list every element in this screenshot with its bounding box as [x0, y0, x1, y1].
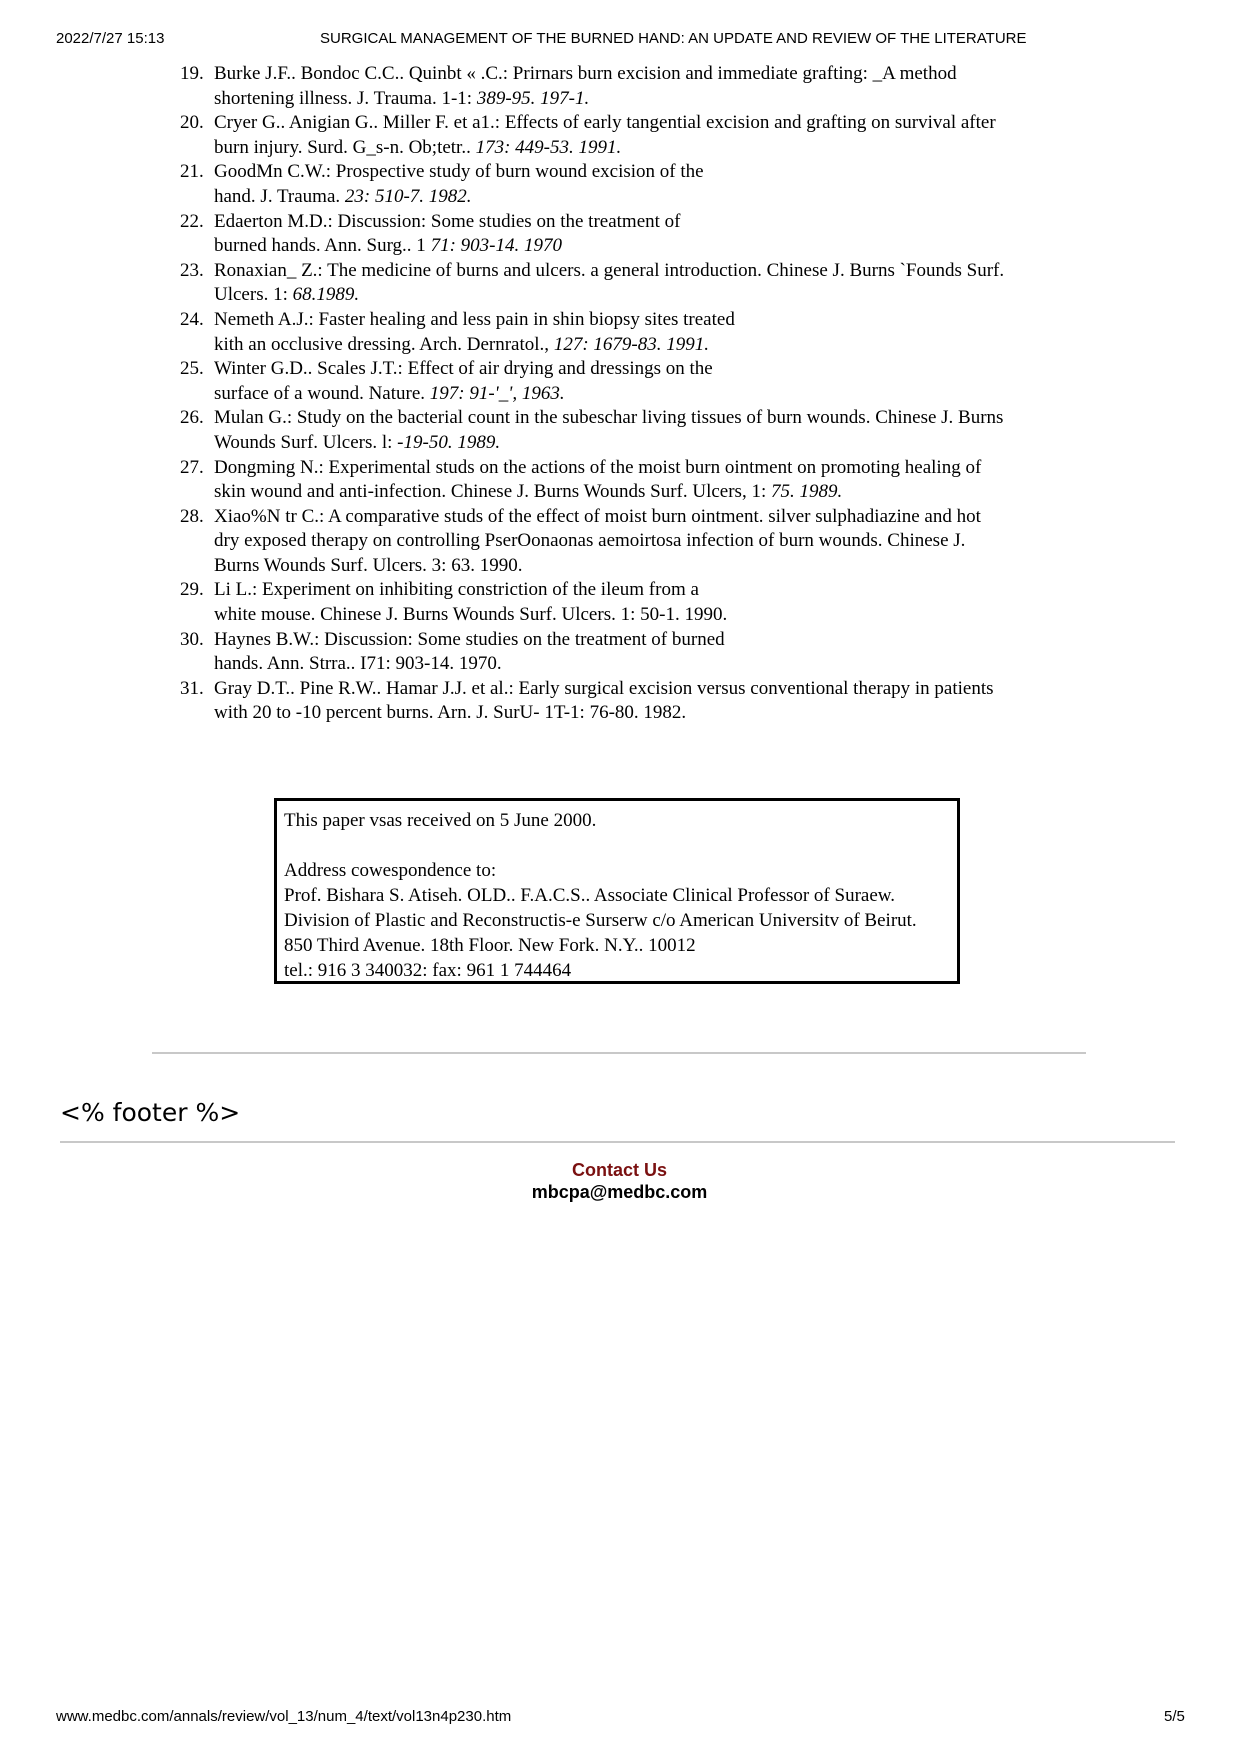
reference-citation: 75. 1989. [770, 481, 843, 503]
reference-line [214, 308, 1100, 333]
reference-line [214, 628, 1100, 653]
reference-text: white mouse. Chinese J. Burns Wounds Surf. Ulcers. 1: 50-1. 1990. [214, 604, 728, 626]
reference-number: 24. [180, 308, 204, 330]
reference-item [180, 357, 1100, 406]
reference-line [214, 578, 1100, 603]
reference-citation: 389-95. 197-1. [476, 87, 590, 109]
reference-line [214, 283, 1100, 308]
reference-text: Wounds Surf. Ulcers. l: [214, 431, 398, 453]
reference-number: 30. [180, 628, 204, 650]
reference-citation: 68.1989. [292, 284, 360, 306]
reference-line [214, 210, 1100, 235]
address-line: tel.: 916 3 340032: fax: 961 1 744464 [284, 960, 572, 981]
reference-line [214, 677, 1100, 702]
reference-line [214, 480, 1100, 505]
reference-citation: -19-50. 1989. [397, 431, 501, 453]
reference-list [180, 62, 1100, 726]
reference-line [214, 160, 1100, 185]
reference-text: Xiao%N tr C.: A comparative studs of the effect of moist burn ointment. silver sulphadiazine and hot [214, 505, 981, 527]
reference-text: Li L.: Experiment on inhibiting constriction of the ileum from a [214, 579, 699, 601]
received-note: This paper vsas received on 5 June 2000. [284, 810, 597, 831]
reference-text: Burke J.F.. Bondoc C.C.. Quinbt « .C.: Prirnars burn excision and immediate grafting: _A method [214, 63, 957, 84]
reference-text: burned hands. Ann. Surg.. 1 [214, 235, 431, 257]
print-header-datetime: 2022/7/27 15:13 [56, 30, 165, 47]
reference-citation: 71: 903-14. 1970 [430, 235, 562, 257]
reference-text: Nemeth A.J.: Faster healing and less pain in shin biopsy sites treated [214, 308, 735, 330]
print-footer-page-number: 5/5 [1164, 1708, 1185, 1725]
reference-line [214, 505, 1100, 530]
reference-line [214, 382, 1100, 407]
reference-item [180, 62, 1100, 111]
reference-item [180, 111, 1100, 160]
reference-number: 26. [180, 407, 204, 429]
reference-citation: 127: 1679-83. 1991. [553, 333, 709, 355]
reference-number: 20. [180, 112, 204, 134]
reference-line [214, 259, 1100, 284]
reference-line [214, 456, 1100, 481]
reference-line [214, 234, 1100, 259]
reference-item [180, 308, 1100, 357]
print-footer-url: www.medbc.com/annals/review/vol_13/num_4/text/vol13n4p230.htm [56, 1708, 512, 1725]
reference-line [214, 431, 1100, 456]
reference-text: Winter G.D.. Scales J.T.: Effect of air drying and dressings on the [214, 358, 713, 380]
reference-line [214, 185, 1100, 210]
contact-email[interactable]: mbcpa@medbc.com [531, 1182, 708, 1202]
reference-text: Edaerton M.D.: Discussion: Some studies on the treatment of [214, 210, 681, 232]
reference-text: Gray D.T.. Pine R.W.. Hamar J.J. et al.: Early surgical excision versus conventional therapy in patients [214, 677, 994, 699]
address-line: 850 Third Avenue. 18th Floor. New Fork. N.Y.. 10012 [284, 935, 696, 956]
reference-text: shortening illness. J. Trauma. 1-1: [214, 87, 477, 109]
reference-line [214, 357, 1100, 382]
address-label: Address cowespondence to: [284, 860, 497, 881]
reference-line [214, 406, 1100, 431]
divider [60, 1141, 1175, 1143]
reference-text: hand. J. Trauma. [214, 185, 345, 207]
reference-item [180, 406, 1100, 455]
reference-number: 27. [180, 456, 204, 478]
reference-text: Burns Wounds Surf. Ulcers. 3: 63. 1990. [214, 554, 523, 576]
reference-number: 25. [180, 358, 204, 380]
address-line: Division of Plastic and Reconstructis-e Surserw c/o American Universitv of Beirut. [284, 910, 917, 931]
reference-text: Dongming N.: Experimental studs on the actions of the moist burn ointment on promoting healing of [214, 456, 982, 478]
reference-citation: 23: 510-7. 1982. [344, 185, 472, 207]
divider [152, 1052, 1086, 1054]
reference-number: 31. [180, 677, 204, 699]
correspondence-box [274, 798, 960, 984]
print-header-title: SURGICAL MANAGEMENT OF THE BURNED HAND: AN UPDATE AND REVIEW OF THE LITERATURE [320, 30, 1027, 47]
reference-text: dry exposed therapy on controlling PserOonaonas aemoirtosa infection of burn wounds. Chinese J. [214, 530, 966, 552]
reference-item [180, 456, 1100, 505]
reference-text: Cryer G.. Anigian G.. Miller F. et a1.: Effects of early tangential excision and grafting on survival after [214, 112, 996, 134]
reference-item [180, 259, 1100, 308]
reference-text: surface of a wound. Nature. [214, 382, 430, 404]
reference-line [214, 62, 1100, 87]
address-line: Prof. Bishara S. Atiseh. OLD.. F.A.C.S.. Associate Clinical Professor of Suraew. [284, 885, 896, 906]
reference-line [214, 87, 1100, 112]
reference-text: Mulan G.: Study on the bacterial count in the subeschar living tissues of burn wounds. Chinese J. Burns [214, 407, 1004, 429]
reference-item [180, 210, 1100, 259]
reference-citation: 173: 449-53. 1991. [475, 136, 622, 158]
reference-item [180, 160, 1100, 209]
reference-text: kith an occlusive dressing. Arch. Dernratol., [214, 333, 554, 355]
reference-text: Ulcers. 1: [214, 284, 293, 306]
reference-line [214, 529, 1100, 554]
reference-line [214, 701, 1100, 726]
reference-line [214, 652, 1100, 677]
reference-text: hands. Ann. Strra.. I71: 903-14. 1970. [214, 653, 502, 675]
reference-line [214, 554, 1100, 579]
reference-text: GoodMn C.W.: Prospective study of burn wound excision of the [214, 161, 704, 183]
reference-number: 22. [180, 210, 204, 232]
reference-line [214, 136, 1100, 161]
reference-line [214, 111, 1100, 136]
footer-placeholder: <% footer %> [60, 1098, 241, 1127]
reference-item [180, 505, 1100, 579]
reference-citation: 197: 91-'_', 1963. [429, 382, 565, 404]
reference-item [180, 677, 1100, 726]
reference-number: 28. [180, 505, 204, 527]
reference-item [180, 578, 1100, 627]
reference-number: 19. [180, 63, 204, 84]
reference-text: burn injury. Surd. G_s-n. Ob;tetr.. [214, 136, 476, 158]
reference-text: Ronaxian_ Z.: The medicine of burns and ulcers. a general introduction. Chinese J. Burns `Founds Surf. [214, 259, 1005, 281]
reference-line [214, 333, 1100, 358]
reference-number: 29. [180, 579, 204, 601]
contact-us-link[interactable]: Contact Us [571, 1160, 667, 1180]
reference-text: with 20 to -10 percent burns. Arn. J. SurU- 1T-1: 76-80. 1982. [214, 702, 687, 724]
reference-item [180, 628, 1100, 677]
reference-line [214, 603, 1100, 628]
reference-number: 21. [180, 161, 204, 183]
reference-number: 23. [180, 259, 204, 281]
reference-text: skin wound and anti-infection. Chinese J. Burns Wounds Surf. Ulcers, 1: [214, 481, 771, 503]
reference-text: Haynes B.W.: Discussion: Some studies on the treatment of burned [214, 628, 725, 650]
